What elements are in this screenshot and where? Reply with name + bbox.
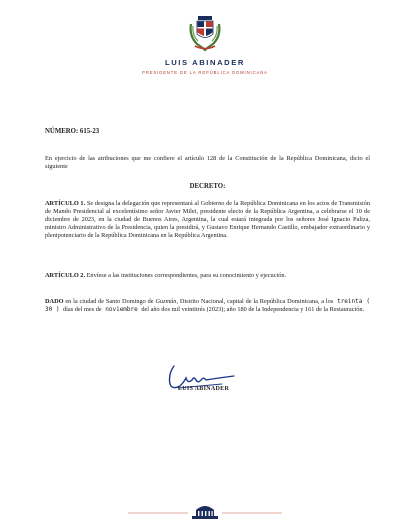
given-text-2: , Distrito Nacional, capital de la República Dominicana, a los: [176, 298, 336, 305]
day-number: ( 30 ): [45, 298, 370, 313]
letterhead: [0, 10, 410, 75]
president-title: PRESIDENTE DE LA REPÚBLICA DOMINICANA: [142, 70, 268, 75]
signature-name: LUIS ABINADER: [178, 386, 230, 392]
handwritten-signature: [160, 360, 250, 400]
article-1-text: Se designa la delegación que representará al Gobierno de la República Dominicana en los actos de Transmisión de Mando Presidencial al excelentísimo señor Javier Milei, presidente electo de la República Argentina, a celebrarse el 10 de diciembre de 2023, en la ciudad de Buenos Aires, Argentina, la cual estará integrada por los señores José Ignacio Paliza, ministro Administrativo de la Presidencia, quien la presidirá, y Gustavo Enrique Hernando Castillo, embajador extraordinario y plenipotenciario de la República Dominicana en la República Argentina.: [45, 200, 371, 239]
article-1-label: ARTÍCULO 1.: [45, 200, 86, 207]
given-text-3: días del mes de: [61, 305, 104, 313]
given-text-1: en la ciudad de Santo Domingo de: [63, 298, 156, 305]
article-1: [45, 200, 370, 240]
given-paragraph: [45, 298, 370, 314]
article-2: [45, 272, 370, 280]
intro-paragraph: En ejercicio de las atribuciones que me confiere el artículo 128 de la Constitución de la República Dominicana, dicto el siguiente: [45, 155, 370, 170]
footer-ornament: [0, 500, 410, 522]
given-label: DADO: [45, 298, 64, 305]
decree-number: NÚMERO: 615-23: [45, 128, 100, 135]
day-words: treinta: [337, 298, 363, 305]
given-text-4: del año dos mil veintitrés (2023); año 180 de la Independencia y 161 de la Restauración.: [139, 305, 365, 313]
president-name: LUIS ABINADER: [164, 58, 245, 67]
article-2-text: Envíese a las instituciones correspondientes, para su conocimiento y ejecución.: [85, 272, 287, 279]
coat-of-arms-icon: [187, 10, 223, 52]
decree-heading: DECRETO:: [189, 183, 226, 190]
palace-icon: [192, 506, 218, 519]
month-field: noviembre: [105, 305, 138, 313]
given-city: Guzmán: [155, 298, 177, 305]
article-2-label: ARTÍCULO 2.: [45, 272, 86, 279]
